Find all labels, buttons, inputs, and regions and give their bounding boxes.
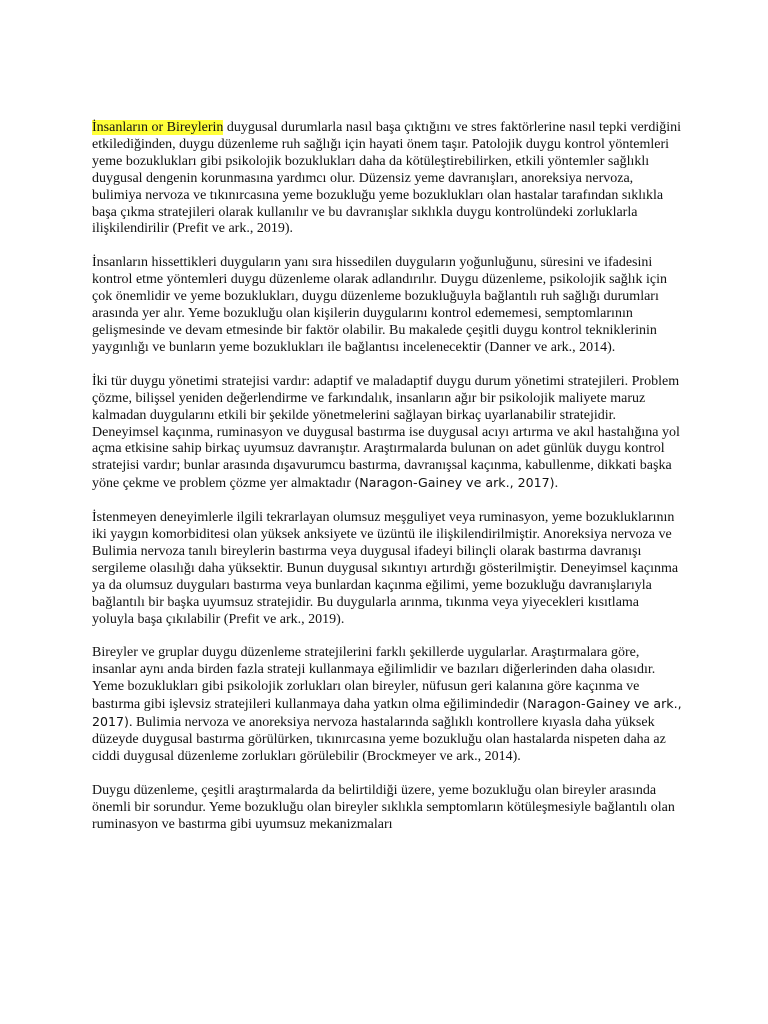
paragraph-6 [92, 783, 682, 834]
paragraph-text: duygusal durumlarla nasıl başa çıktığını ve stres faktörlerine nasıl tepki verdiğini etkilediğinden, duygu düzenleme ruh sağlığı için hayati önem taşır. Patolojik duygu kontrol yöntemleri yeme bozuklukları gibi psikolojik bozuklukları daha da kötüleştirebilirken, etkili yöntemler sağlıklı duygusal dengenin korunmasına yardımcı olur. Düzensiz yeme davranışları, anoreksiya nervoza, bulimiya nervoza ve tıkınırcasına yeme bozukluğu yeme bozuklukları olan hastalar tarafından sıklıkla başa çıkma stratejileri olarak kullanılır ve bu davranışlar sıklıkla duygu kontrolündeki zorluklarla ilişkilendirilir (Prefit ve ark., 2019). [92, 120, 682, 237]
paragraph-1 [92, 120, 682, 238]
paragraph-text: İnsanların hissettikleri duyguların yanı sıra hissedilen duyguların yoğunluğunu, süresini ve ifadesini kontrol etme yöntemleri duygu düzenleme olarak adlandırılır. Duygu düzenleme, psikolojik sağlık için çok önemlidir ve yeme bozuklukları, duygu düzenleme bozukluğuyla bağlantılı ruh sağlığı durumları arasında yer alır. Yeme bozukluğu olan kişilerin duygularını kontrol edememesi, semptomlarının gelişmesinde ve devam etmesinde bir faktör olabilir. Bu makalede çeşitli duygu kontrol tekniklerinin yaygınlığı ve bunların yeme bozuklukları ile bağlantısı incelenecektir (Danner ve ark., 2014). [92, 255, 668, 355]
paragraph-5 [92, 645, 682, 765]
paragraph-4 [92, 510, 682, 628]
paragraph-tail: . [554, 476, 559, 492]
paragraph-text: İstenmeyen deneyimlerle ilgili tekrarlayan olumsuz meşguliyet veya ruminasyon, yeme bozukluklarının iki yaygın komorbiditesi olan yüksek anksiyete ve üzüntü ile ilişkilendirilmiştir. Anoreksiya nervoza ve Bulimia nervoza tanılı bireylerin bastırma veya duygusal ifadeyi bilinçli olarak bastırma davranışı sergileme olasılığı daha yüksektir. Bunun duygusal sıkıntıyı artırdığı gösterilmiştir. Deneyimsel kaçınma ya da olumsuz duyguları bastırma veya bunlardan kaçınma eğilimi, yeme bozukluğu davranışlarıyla bağlantılı bir başka uyumsuz stratejidir. Bu duygularla arınma, tıkınma veya yiyecekleri kısıtlama yoluyla başa çıkılabilir (Prefit ve ark., 2019). [92, 510, 679, 627]
paragraph-3 [92, 374, 682, 493]
paragraph-2 [92, 255, 682, 356]
citation: (Naragon-Gainey ve ark., 2017) [92, 696, 682, 730]
highlighted-text: İnsanların or Bireylerin [92, 120, 224, 135]
paragraph-tail: . Bulimia nervoza ve anoreksiya nervoza hastalarında sağlıklı kontrollere kıyasla daha yüksek düzeyde duygusal bastırma görülürken, tıkınırcasına yeme bozukluğu olan hastalarda nispeten daha az ciddi duygusal düzenleme zorlukları görülebilir (Brockmeyer ve ark., 2014). [92, 715, 666, 764]
paragraph-text: Duygu düzenleme, çeşitli araştırmalarda da belirtildiği üzere, yeme bozukluğu olan bireyler arasında önemli bir sorundur. Yeme bozukluğu olan bireyler sıklıkla semptomların kötüleşmesiyle bağlantılı olan ruminasyon ve bastırma gibi uyumsuz mekanizmaları [92, 782, 675, 832]
document-page [92, 120, 682, 851]
paragraph-text: İki tür duygu yönetimi stratejisi vardır: adaptif ve maladaptif duygu durum yönetimi stratejileri. Problem çözme, bilişsel yeniden değerlendirme ve farkındalık, insanların ağır bir psikolojik maliyete maruz kalmadan duygularını etkili bir şekilde yönetmelerini sağlayan birkaç uyarlanabilir stratejidir. Deneyimsel kaçınma, ruminasyon ve duygusal bastırma ise duygusal acıyı artırma ve akıl hastalığına yol açma etkisine sahip birkaç uyumsuz davranıştır. Araştırmalarda bulunan on adet günlük duygu kontrol stratejisi vardır; bunlar arasında dışavurumcu bastırma, davranışsal kaçınma, kabullenme, dikkati başka yöne çekme ve problem çözme yer almaktadır [92, 373, 680, 492]
citation: (Naragon-Gainey ve ark., 2017) [354, 475, 555, 491]
paragraph-text: Bireyler ve gruplar duygu düzenleme stratejilerini farklı şekillerde uygularlar. Araştırmalara göre, insanlar aynı anda birden fazla strateji kullanmaya eğilimlidir ve bazıları diğerlerinden daha olasıdır. Yeme bozuklukları gibi psikolojik zorlukları olan bireyler, nüfusun geri kalanına göre kaçınma ve bastırma gibi işlevsiz stratejileri kullanmaya daha yatkın olma eğilimindedir [92, 645, 656, 713]
